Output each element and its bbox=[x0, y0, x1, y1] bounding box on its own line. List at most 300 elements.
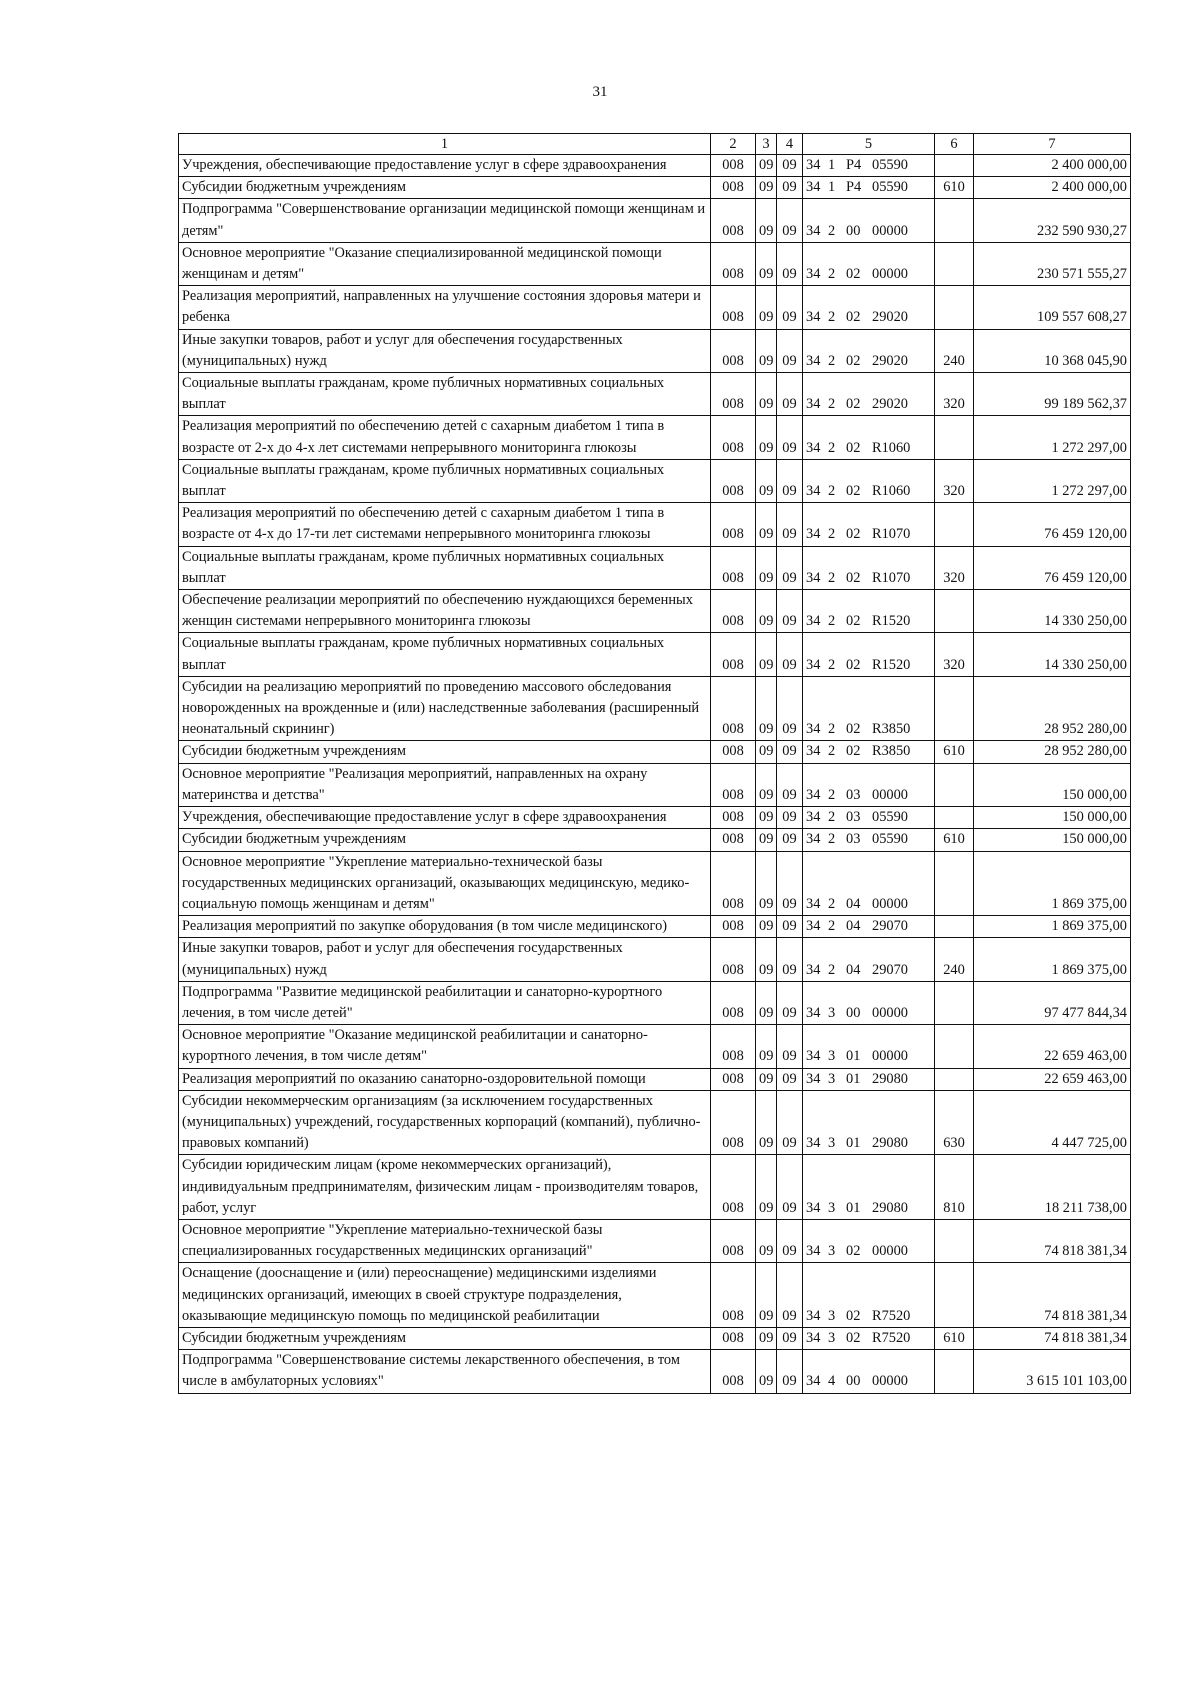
table-row bbox=[179, 1155, 1131, 1220]
target-article-part: 05590 bbox=[872, 809, 908, 826]
section-code: 09 bbox=[756, 981, 777, 1024]
table-row bbox=[179, 741, 1131, 763]
amount: 230 571 555,27 bbox=[974, 242, 1131, 285]
row-name: Обеспечение реализации мероприятий по обеспечению нуждающихся беременных женщин системами непрерывного мониторинга глюкозы bbox=[179, 590, 711, 633]
table-row bbox=[179, 1327, 1131, 1349]
subsection-code: 09 bbox=[777, 633, 803, 676]
row-name: Основное мероприятие "Оказание медицинской реабилитации и санаторно-курортного лечения, в том числе детям" bbox=[179, 1025, 711, 1068]
target-article-code bbox=[803, 633, 935, 676]
section-code: 09 bbox=[756, 1155, 777, 1220]
target-article-code bbox=[803, 286, 935, 329]
table-row bbox=[179, 807, 1131, 829]
target-article-part: 04 bbox=[846, 961, 861, 978]
amount: 1 272 297,00 bbox=[974, 459, 1131, 502]
target-article-part: R1520 bbox=[872, 656, 911, 673]
target-article-part: 34 bbox=[806, 222, 821, 239]
expense-type-code bbox=[935, 1263, 974, 1328]
target-article-part: 3 bbox=[828, 1199, 836, 1216]
target-article-part: 34 bbox=[806, 1199, 821, 1216]
target-article-code bbox=[803, 981, 935, 1024]
target-article-part: 34 bbox=[806, 831, 821, 848]
table-row bbox=[179, 286, 1131, 329]
expense-type-code: 240 bbox=[935, 329, 974, 372]
target-article-part: 02 bbox=[846, 396, 861, 413]
expense-type-code bbox=[935, 199, 974, 242]
target-article-part: 34 bbox=[806, 1243, 821, 1260]
target-article-code bbox=[803, 763, 935, 806]
target-article-part: 01 bbox=[846, 1135, 861, 1152]
target-article-part: 34 bbox=[806, 1070, 821, 1087]
row-name: Реализация мероприятий по обеспечению детей с сахарным диабетом 1 типа в возрасте от 4-х до 17-ти лет системами непрерывного мониторинга глюкозы bbox=[179, 503, 711, 546]
target-article-part: 00000 bbox=[872, 1004, 908, 1021]
table-row bbox=[179, 546, 1131, 589]
amount: 3 615 101 103,00 bbox=[974, 1350, 1131, 1393]
subsection-code: 09 bbox=[777, 286, 803, 329]
target-article-code bbox=[803, 177, 935, 199]
row-name: Оснащение (дооснащение и (или) переоснащение) медицинскими изделиями медицинских организаций, имеющих в своей структуре подразделения, оказывающие медицинскую помощь по медицинской реабилитации bbox=[179, 1263, 711, 1328]
table-row bbox=[179, 416, 1131, 459]
target-article-part: 3 bbox=[828, 1048, 836, 1065]
expense-type-code bbox=[935, 503, 974, 546]
target-article-part: R1060 bbox=[872, 483, 911, 500]
target-article-part: 34 bbox=[806, 309, 821, 326]
target-article-part: 2 bbox=[828, 613, 836, 630]
expense-type-code bbox=[935, 807, 974, 829]
target-article-part: 02 bbox=[846, 1329, 861, 1346]
expense-type-code bbox=[935, 242, 974, 285]
target-article-part: 02 bbox=[846, 483, 861, 500]
target-article-part: 29080 bbox=[872, 1070, 908, 1087]
row-name: Подпрограмма "Развитие медицинской реабилитации и санаторно-курортного лечения, в том числе детей" bbox=[179, 981, 711, 1024]
target-article-part: 34 bbox=[806, 157, 821, 173]
ministry-code: 008 bbox=[711, 286, 756, 329]
target-article-part: P4 bbox=[846, 157, 862, 173]
target-article-part: 02 bbox=[846, 613, 861, 630]
target-article-code bbox=[803, 1327, 935, 1349]
row-name: Реализация мероприятий, направленных на улучшение состояния здоровья матери и ребенка bbox=[179, 286, 711, 329]
section-code: 09 bbox=[756, 199, 777, 242]
target-article-part: 00 bbox=[846, 222, 861, 239]
ministry-code: 008 bbox=[711, 938, 756, 981]
subsection-code: 09 bbox=[777, 1327, 803, 1349]
row-name: Социальные выплаты гражданам, кроме публичных нормативных социальных выплат bbox=[179, 373, 711, 416]
expense-type-code bbox=[935, 416, 974, 459]
target-article-part: 1 bbox=[828, 157, 836, 173]
expense-type-code: 630 bbox=[935, 1090, 974, 1155]
target-article-part: 34 bbox=[806, 1329, 821, 1346]
amount: 1 272 297,00 bbox=[974, 416, 1131, 459]
target-article-part: 2 bbox=[828, 831, 836, 848]
subsection-code: 09 bbox=[777, 1263, 803, 1328]
target-article-part: 00 bbox=[846, 1373, 861, 1390]
target-article-part: R7520 bbox=[872, 1307, 911, 1324]
section-code: 09 bbox=[756, 155, 777, 177]
amount: 1 869 375,00 bbox=[974, 938, 1131, 981]
col-header-1: 1 bbox=[179, 134, 711, 155]
target-article-part: 04 bbox=[846, 918, 861, 935]
ministry-code: 008 bbox=[711, 1263, 756, 1328]
row-name: Учреждения, обеспечивающие предоставление услуг в сфере здравоохранения bbox=[179, 155, 711, 177]
expense-type-code: 610 bbox=[935, 829, 974, 851]
target-article-part: 05590 bbox=[872, 831, 908, 848]
table-row bbox=[179, 1068, 1131, 1090]
table-row bbox=[179, 676, 1131, 741]
expense-type-code: 610 bbox=[935, 741, 974, 763]
target-article-part: 3 bbox=[828, 1243, 836, 1260]
target-article-part: 00000 bbox=[872, 266, 908, 283]
section-code: 09 bbox=[756, 373, 777, 416]
amount: 99 189 562,37 bbox=[974, 373, 1131, 416]
subsection-code: 09 bbox=[777, 155, 803, 177]
expense-type-code: 320 bbox=[935, 546, 974, 589]
target-article-part: 34 bbox=[806, 1373, 821, 1390]
target-article-part: 3 bbox=[828, 1004, 836, 1021]
amount: 97 477 844,34 bbox=[974, 981, 1131, 1024]
table-row bbox=[179, 763, 1131, 806]
target-article-part: 2 bbox=[828, 786, 836, 803]
target-article-part: 34 bbox=[806, 439, 821, 456]
ministry-code: 008 bbox=[711, 1025, 756, 1068]
ministry-code: 008 bbox=[711, 763, 756, 806]
table-row bbox=[179, 916, 1131, 938]
row-name: Реализация мероприятий по закупке оборудования (в том числе медицинского) bbox=[179, 916, 711, 938]
target-article-part: 1 bbox=[828, 179, 836, 196]
target-article-code bbox=[803, 676, 935, 741]
target-article-part: 4 bbox=[828, 1373, 836, 1390]
subsection-code: 09 bbox=[777, 1155, 803, 1220]
ministry-code: 008 bbox=[711, 1090, 756, 1155]
section-code: 09 bbox=[756, 916, 777, 938]
subsection-code: 09 bbox=[777, 1219, 803, 1262]
ministry-code: 008 bbox=[711, 177, 756, 199]
section-code: 09 bbox=[756, 1025, 777, 1068]
ministry-code: 008 bbox=[711, 590, 756, 633]
target-article-part: 34 bbox=[806, 179, 821, 196]
expense-type-code: 320 bbox=[935, 633, 974, 676]
subsection-code: 09 bbox=[777, 329, 803, 372]
amount: 4 447 725,00 bbox=[974, 1090, 1131, 1155]
subsection-code: 09 bbox=[777, 416, 803, 459]
subsection-code: 09 bbox=[777, 1025, 803, 1068]
target-article-code bbox=[803, 916, 935, 938]
expense-type-code bbox=[935, 1068, 974, 1090]
target-article-code bbox=[803, 741, 935, 763]
target-article-code bbox=[803, 1090, 935, 1155]
subsection-code: 09 bbox=[777, 373, 803, 416]
amount: 232 590 930,27 bbox=[974, 199, 1131, 242]
target-article-part: 00 bbox=[846, 1004, 861, 1021]
target-article-part: 2 bbox=[828, 918, 836, 935]
subsection-code: 09 bbox=[777, 590, 803, 633]
target-article-part: 05590 bbox=[872, 179, 908, 196]
section-code: 09 bbox=[756, 286, 777, 329]
target-article-part: 2 bbox=[828, 439, 836, 456]
section-code: 09 bbox=[756, 829, 777, 851]
target-article-code bbox=[803, 199, 935, 242]
target-article-part: 3 bbox=[828, 1307, 836, 1324]
section-code: 09 bbox=[756, 807, 777, 829]
row-name: Социальные выплаты гражданам, кроме публичных нормативных социальных выплат bbox=[179, 459, 711, 502]
row-name: Иные закупки товаров, работ и услуг для обеспечения государственных (муниципальных) нужд bbox=[179, 938, 711, 981]
section-code: 09 bbox=[756, 1350, 777, 1393]
row-name: Субсидии некоммерческим организациям (за исключением государственных (муниципальных) учреждений, государственных корпораций (компаний), публично-правовых компаний) bbox=[179, 1090, 711, 1155]
subsection-code: 09 bbox=[777, 242, 803, 285]
section-code: 09 bbox=[756, 633, 777, 676]
table-row bbox=[179, 1219, 1131, 1262]
section-code: 09 bbox=[756, 1219, 777, 1262]
table-row bbox=[179, 981, 1131, 1024]
target-article-part: 29020 bbox=[872, 396, 908, 413]
target-article-part: 29020 bbox=[872, 309, 908, 326]
table-row bbox=[179, 503, 1131, 546]
budget-table bbox=[178, 133, 1131, 1394]
ministry-code: 008 bbox=[711, 741, 756, 763]
target-article-part: 02 bbox=[846, 569, 861, 586]
table-header-row bbox=[179, 134, 1131, 155]
target-article-part: 02 bbox=[846, 352, 861, 369]
target-article-part: 2 bbox=[828, 396, 836, 413]
ministry-code: 008 bbox=[711, 807, 756, 829]
target-article-part: 29080 bbox=[872, 1199, 908, 1216]
expense-type-code: 810 bbox=[935, 1155, 974, 1220]
target-article-code bbox=[803, 416, 935, 459]
section-code: 09 bbox=[756, 676, 777, 741]
subsection-code: 09 bbox=[777, 1090, 803, 1155]
target-article-part: R1520 bbox=[872, 613, 911, 630]
target-article-part: 34 bbox=[806, 1048, 821, 1065]
target-article-part: 00000 bbox=[872, 1243, 908, 1260]
target-article-code bbox=[803, 242, 935, 285]
target-article-part: 29020 bbox=[872, 352, 908, 369]
col-header-5: 5 bbox=[803, 134, 935, 155]
col-header-4: 4 bbox=[777, 134, 803, 155]
target-article-code bbox=[803, 155, 935, 177]
table-row bbox=[179, 851, 1131, 916]
subsection-code: 09 bbox=[777, 1068, 803, 1090]
target-article-code bbox=[803, 807, 935, 829]
target-article-part: 01 bbox=[846, 1199, 861, 1216]
amount: 22 659 463,00 bbox=[974, 1025, 1131, 1068]
subsection-code: 09 bbox=[777, 459, 803, 502]
target-article-part: 2 bbox=[828, 656, 836, 673]
section-code: 09 bbox=[756, 590, 777, 633]
expense-type-code bbox=[935, 286, 974, 329]
table-row bbox=[179, 459, 1131, 502]
target-article-code bbox=[803, 1219, 935, 1262]
table-row bbox=[179, 1025, 1131, 1068]
amount: 14 330 250,00 bbox=[974, 590, 1131, 633]
target-article-part: 03 bbox=[846, 809, 861, 826]
table-row bbox=[179, 199, 1131, 242]
row-name: Основное мероприятие "Реализация мероприятий, направленных на охрану материнства и детства" bbox=[179, 763, 711, 806]
target-article-part: 34 bbox=[806, 895, 821, 912]
ministry-code: 008 bbox=[711, 676, 756, 741]
ministry-code: 008 bbox=[711, 851, 756, 916]
target-article-code bbox=[803, 329, 935, 372]
target-article-part: 2 bbox=[828, 961, 836, 978]
target-article-part: 00000 bbox=[872, 786, 908, 803]
target-article-part: 29070 bbox=[872, 961, 908, 978]
section-code: 09 bbox=[756, 1068, 777, 1090]
amount: 74 818 381,34 bbox=[974, 1263, 1131, 1328]
target-article-part: 02 bbox=[846, 1307, 861, 1324]
target-article-part: 02 bbox=[846, 439, 861, 456]
expense-type-code bbox=[935, 851, 974, 916]
target-article-part: 34 bbox=[806, 809, 821, 826]
amount: 14 330 250,00 bbox=[974, 633, 1131, 676]
amount: 76 459 120,00 bbox=[974, 503, 1131, 546]
subsection-code: 09 bbox=[777, 741, 803, 763]
target-article-part: 34 bbox=[806, 918, 821, 935]
expense-type-code bbox=[935, 763, 974, 806]
expense-type-code bbox=[935, 590, 974, 633]
target-article-code bbox=[803, 503, 935, 546]
target-article-part: R1060 bbox=[872, 439, 911, 456]
table-row bbox=[179, 829, 1131, 851]
target-article-part: 34 bbox=[806, 352, 821, 369]
target-article-part: 29070 bbox=[872, 918, 908, 935]
amount: 28 952 280,00 bbox=[974, 676, 1131, 741]
amount: 150 000,00 bbox=[974, 807, 1131, 829]
row-name: Подпрограмма "Совершенствование организации медицинской помощи женщинам и детям" bbox=[179, 199, 711, 242]
amount: 1 869 375,00 bbox=[974, 851, 1131, 916]
target-article-part: 05590 bbox=[872, 157, 908, 173]
subsection-code: 09 bbox=[777, 916, 803, 938]
amount: 74 818 381,34 bbox=[974, 1219, 1131, 1262]
target-article-part: 00000 bbox=[872, 1373, 908, 1390]
expense-type-code: 320 bbox=[935, 459, 974, 502]
target-article-part: 34 bbox=[806, 483, 821, 500]
col-header-3: 3 bbox=[756, 134, 777, 155]
table-row bbox=[179, 155, 1131, 177]
expense-type-code bbox=[935, 1025, 974, 1068]
target-article-code bbox=[803, 851, 935, 916]
table-row bbox=[179, 633, 1131, 676]
row-name: Социальные выплаты гражданам, кроме публичных нормативных социальных выплат bbox=[179, 633, 711, 676]
target-article-part: 3 bbox=[828, 1329, 836, 1346]
target-article-part: 2 bbox=[828, 352, 836, 369]
target-article-code bbox=[803, 1263, 935, 1328]
target-article-part: 3 bbox=[828, 1135, 836, 1152]
target-article-part: 02 bbox=[846, 266, 861, 283]
row-name: Реализация мероприятий по обеспечению детей с сахарным диабетом 1 типа в возрасте от 2-х до 4-х лет системами непрерывного мониторинга глюкозы bbox=[179, 416, 711, 459]
target-article-part: 03 bbox=[846, 831, 861, 848]
row-name: Субсидии бюджетным учреждениям bbox=[179, 177, 711, 199]
col-header-6: 6 bbox=[935, 134, 974, 155]
section-code: 09 bbox=[756, 1090, 777, 1155]
target-article-part: 34 bbox=[806, 786, 821, 803]
target-article-part: 34 bbox=[806, 266, 821, 283]
ministry-code: 008 bbox=[711, 1350, 756, 1393]
section-code: 09 bbox=[756, 242, 777, 285]
section-code: 09 bbox=[756, 763, 777, 806]
subsection-code: 09 bbox=[777, 981, 803, 1024]
ministry-code: 008 bbox=[711, 829, 756, 851]
row-name: Подпрограмма "Совершенствование системы лекарственного обеспечения, в том числе в амбулаторных условиях" bbox=[179, 1350, 711, 1393]
target-article-part: 34 bbox=[806, 656, 821, 673]
row-name: Субсидии бюджетным учреждениям bbox=[179, 1327, 711, 1349]
expense-type-code bbox=[935, 1350, 974, 1393]
amount: 28 952 280,00 bbox=[974, 741, 1131, 763]
target-article-part: 2 bbox=[828, 526, 836, 543]
target-article-code bbox=[803, 546, 935, 589]
subsection-code: 09 bbox=[777, 676, 803, 741]
target-article-code bbox=[803, 1155, 935, 1220]
target-article-part: 34 bbox=[806, 1004, 821, 1021]
target-article-part: 2 bbox=[828, 743, 836, 760]
target-article-part: R3850 bbox=[872, 743, 911, 760]
expense-type-code: 610 bbox=[935, 1327, 974, 1349]
target-article-part: 02 bbox=[846, 656, 861, 673]
expense-type-code bbox=[935, 155, 974, 177]
subsection-code: 09 bbox=[777, 851, 803, 916]
target-article-code bbox=[803, 1025, 935, 1068]
target-article-part: 2 bbox=[828, 483, 836, 500]
target-article-part: 2 bbox=[828, 895, 836, 912]
target-article-part: R1070 bbox=[872, 526, 911, 543]
section-code: 09 bbox=[756, 177, 777, 199]
target-article-part: 01 bbox=[846, 1048, 861, 1065]
target-article-part: 34 bbox=[806, 569, 821, 586]
table-row bbox=[179, 590, 1131, 633]
target-article-part: 02 bbox=[846, 1243, 861, 1260]
amount: 10 368 045,90 bbox=[974, 329, 1131, 372]
target-article-part: R7520 bbox=[872, 1329, 911, 1346]
target-article-part: 34 bbox=[806, 396, 821, 413]
expense-type-code bbox=[935, 1219, 974, 1262]
ministry-code: 008 bbox=[711, 155, 756, 177]
target-article-part: 04 bbox=[846, 895, 861, 912]
section-code: 09 bbox=[756, 1263, 777, 1328]
target-article-part: 2 bbox=[828, 222, 836, 239]
row-name: Субсидии бюджетным учреждениям bbox=[179, 741, 711, 763]
target-article-part: R3850 bbox=[872, 721, 911, 738]
target-article-part: 34 bbox=[806, 1135, 821, 1152]
target-article-part: 00000 bbox=[872, 222, 908, 239]
row-name: Основное мероприятие "Укрепление материально-технической базы государственных медицинских организаций, оказывающих медицинскую, медико-социальную помощь женщинам и детям" bbox=[179, 851, 711, 916]
amount: 22 659 463,00 bbox=[974, 1068, 1131, 1090]
ministry-code: 008 bbox=[711, 1068, 756, 1090]
table-row bbox=[179, 373, 1131, 416]
col-header-7: 7 bbox=[974, 134, 1131, 155]
ministry-code: 008 bbox=[711, 1219, 756, 1262]
target-article-part: 02 bbox=[846, 721, 861, 738]
target-article-part: 2 bbox=[828, 569, 836, 586]
ministry-code: 008 bbox=[711, 459, 756, 502]
target-article-part: P4 bbox=[846, 179, 862, 196]
amount: 2 400 000,00 bbox=[974, 155, 1131, 177]
expense-type-code: 610 bbox=[935, 177, 974, 199]
subsection-code: 09 bbox=[777, 199, 803, 242]
subsection-code: 09 bbox=[777, 503, 803, 546]
col-header-2: 2 bbox=[711, 134, 756, 155]
target-article-part: 2 bbox=[828, 721, 836, 738]
amount: 150 000,00 bbox=[974, 763, 1131, 806]
target-article-part: 00000 bbox=[872, 895, 908, 912]
row-name: Субсидии бюджетным учреждениям bbox=[179, 829, 711, 851]
section-code: 09 bbox=[756, 546, 777, 589]
target-article-code bbox=[803, 938, 935, 981]
section-code: 09 bbox=[756, 938, 777, 981]
row-name: Основное мероприятие "Укрепление материально-технической базы специализированных государственных медицинских организаций" bbox=[179, 1219, 711, 1262]
ministry-code: 008 bbox=[711, 199, 756, 242]
target-article-part: 2 bbox=[828, 309, 836, 326]
section-code: 09 bbox=[756, 416, 777, 459]
ministry-code: 008 bbox=[711, 373, 756, 416]
ministry-code: 008 bbox=[711, 416, 756, 459]
target-article-part: 29080 bbox=[872, 1135, 908, 1152]
page-number: 31 bbox=[592, 84, 608, 100]
